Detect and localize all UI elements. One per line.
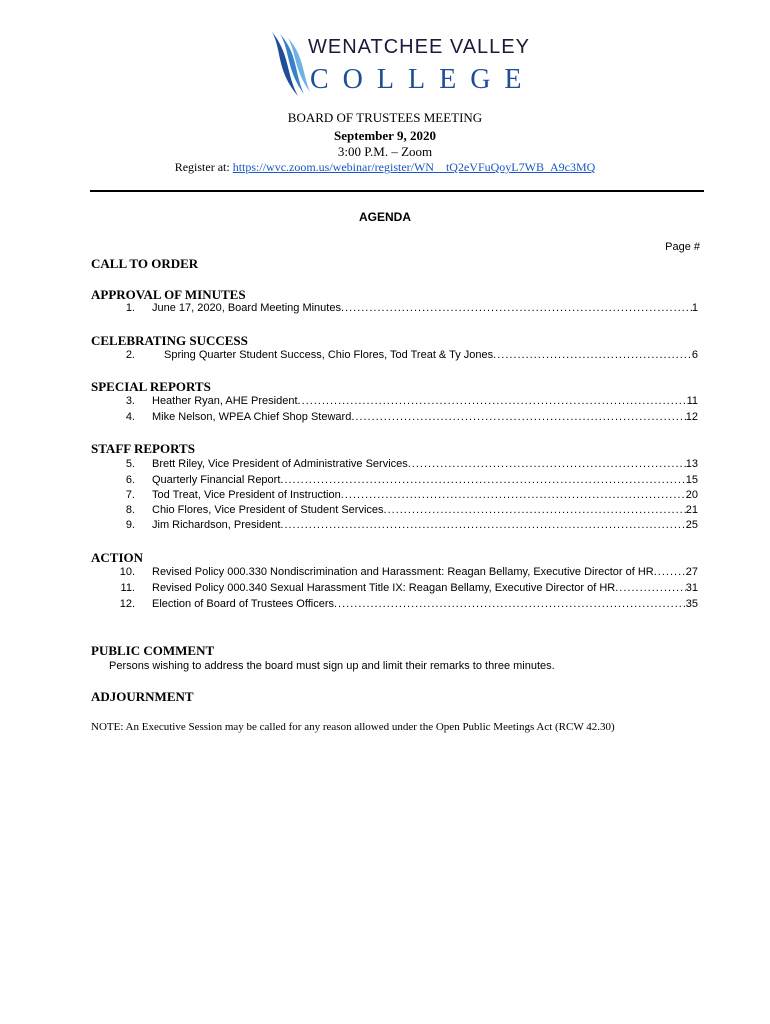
logo-line1: WENATCHEE VALLEY — [308, 36, 530, 58]
section-celebrating-success: CELEBRATING SUCCESS — [91, 333, 248, 348]
item-number: 6. — [125, 474, 135, 486]
agenda-item — [0, 566, 770, 582]
agenda-item — [0, 395, 770, 411]
flame-logo-icon — [268, 30, 312, 98]
dot-leader — [408, 458, 686, 470]
dot-leader — [351, 411, 685, 423]
agenda-item — [0, 582, 770, 598]
meeting-time: 3:00 P.M. – Zoom — [337, 144, 433, 159]
item-number: 7. — [125, 489, 135, 501]
item-page: 13 — [685, 458, 698, 470]
agenda-title: AGENDA — [358, 210, 411, 224]
header-divider — [90, 190, 704, 192]
item-page: 15 — [685, 474, 698, 486]
dot-leader — [615, 582, 686, 594]
college-logo — [268, 30, 536, 98]
item-text: Revised Policy 000.330 Nondiscrimination and Harassment: Reagan Bellamy, Executive Director of HR — [152, 566, 654, 578]
dot-leader — [280, 519, 685, 531]
register-line — [0, 160, 770, 175]
dot-leader — [493, 349, 692, 361]
item-text: Brett Riley, Vice President of Administrative Services — [152, 458, 408, 470]
agenda-item — [0, 504, 770, 520]
agenda-item — [0, 598, 770, 614]
agenda-item — [0, 474, 770, 490]
agenda-item — [0, 302, 770, 318]
item-page: 27 — [685, 566, 698, 578]
agenda-item — [0, 489, 770, 505]
item-page: 12 — [685, 411, 698, 423]
item-number: 11. — [120, 582, 135, 594]
dot-leader — [280, 474, 685, 486]
section-special-reports: SPECIAL REPORTS — [91, 379, 211, 394]
section-action: ACTION — [91, 550, 144, 565]
item-text: Election of Board of Trustees Officers — [152, 598, 334, 610]
item-page: 35 — [685, 598, 698, 610]
agenda-item — [0, 458, 770, 474]
item-text: Mike Nelson, WPEA Chief Shop Steward — [152, 411, 352, 423]
register-label: Register at: — [174, 160, 233, 174]
item-text: Jim Richardson, President — [152, 519, 281, 531]
item-page: 25 — [685, 519, 698, 531]
item-number: 2. — [125, 349, 135, 361]
item-number: 9. — [125, 519, 135, 531]
item-number: 10. — [119, 566, 135, 578]
item-text: Chio Flores, Vice President of Student Services — [152, 504, 384, 516]
item-page: 11 — [686, 395, 698, 407]
item-text: June 17, 2020, Board Meeting Minutes — [152, 302, 341, 314]
public-comment-text: Persons wishing to address the board must sign up and limit their remarks to three minutes. — [109, 660, 555, 672]
item-page: 20 — [685, 489, 698, 501]
item-number: 3. — [125, 395, 135, 407]
executive-session-note: NOTE: An Executive Session may be called for any reason allowed under the Open Public Meetings Act (RCW 42.30) — [91, 721, 615, 733]
item-number: 4. — [125, 411, 135, 423]
item-text: Tod Treat, Vice President of Instruction — [152, 489, 341, 501]
page-number-header: Page # — [665, 241, 700, 253]
agenda-item — [0, 411, 770, 427]
section-staff-reports: STAFF REPORTS — [91, 441, 195, 456]
item-number: 12. — [119, 598, 135, 610]
meeting-title: BOARD OF TRUSTEES MEETING — [287, 110, 483, 125]
item-number: 8. — [125, 504, 135, 516]
section-approval-of-minutes: APPROVAL OF MINUTES — [91, 287, 246, 302]
item-number: 5. — [125, 458, 135, 470]
dot-leader — [341, 489, 686, 501]
logo-line2: COLLEGE — [310, 64, 536, 95]
item-page: 1 — [691, 302, 698, 314]
register-link[interactable]: https://wvc.zoom.us/webinar/register/WN__tQ2eVFuQoyL7WB_A9c3MQ — [232, 160, 596, 174]
item-text: Quarterly Financial Report — [152, 474, 281, 486]
section-call-to-order: CALL TO ORDER — [91, 256, 199, 271]
item-number: 1. — [125, 302, 135, 314]
item-text: Heather Ryan, AHE President — [152, 395, 298, 407]
agenda-item — [0, 349, 770, 365]
dot-leader — [298, 395, 687, 407]
agenda-item — [0, 519, 770, 535]
item-page: 21 — [685, 504, 698, 516]
dot-leader — [384, 504, 686, 516]
item-page: 6 — [691, 349, 698, 361]
item-text: Spring Quarter Student Success, Chio Flores, Tod Treat & Ty Jones — [164, 349, 494, 361]
item-page: 31 — [685, 582, 698, 594]
meeting-date: September 9, 2020 — [334, 128, 436, 143]
item-text: Revised Policy 000.340 Sexual Harassment Title IX: Reagan Bellamy, Executive Director of HR — [152, 582, 616, 594]
section-adjournment: ADJOURNMENT — [91, 689, 194, 704]
dot-leader — [654, 566, 686, 578]
dot-leader — [334, 598, 686, 610]
dot-leader — [341, 302, 692, 314]
section-public-comment: PUBLIC COMMENT — [91, 643, 215, 658]
